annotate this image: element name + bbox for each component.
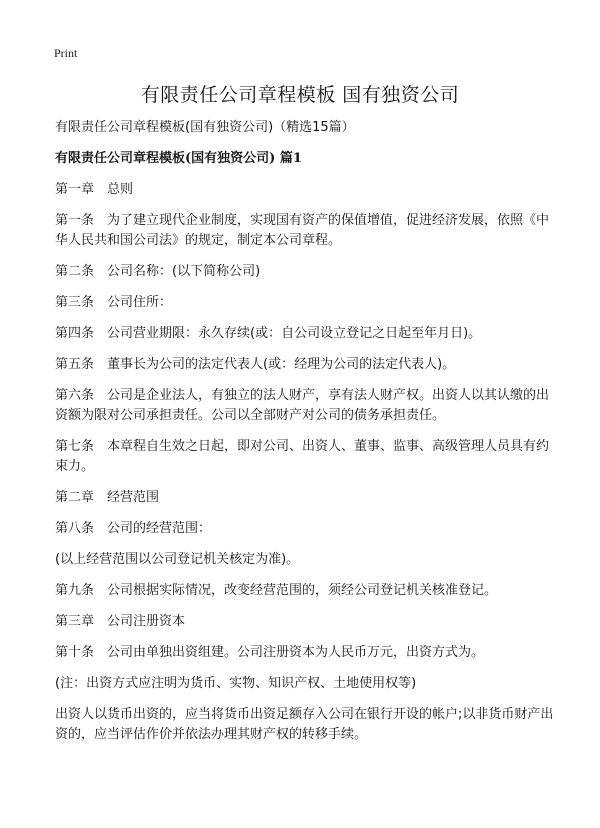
page-title: 有限责任公司章程模板 国有独资公司 bbox=[140, 84, 460, 106]
paragraph: 出资人以货币出资的，应当将货币出资足额存入公司在银行开设的帐户;以非货币财产出资的，应当评估作价并依法办理其财产权的转移手续。 bbox=[55, 707, 554, 742]
paragraph: 有限责任公司章程模板(国有独资公司)（精选15篇） bbox=[55, 120, 355, 135]
paragraph: (注：出资方式应注明为货币、实物、知识产权、土地使用权等) bbox=[55, 676, 417, 691]
paragraph: 第四条 公司营业期限：永久存续(或：自公司设立登记之日起至年月日)。 bbox=[55, 326, 482, 341]
paragraph: 第三条 公司住所： bbox=[55, 295, 173, 310]
paragraph: 第二章 经营范围 bbox=[55, 490, 160, 505]
paragraph: 第七条 本章程自生效之日起，即对公司、出资人、董事、监事、高级管理人员具有约束力。 bbox=[55, 439, 550, 474]
section-heading: 有限责任公司章程模板(国有独资公司) 篇1 bbox=[55, 151, 302, 166]
paragraph: 第六条 公司是企业法人，有独立的法人财产，享有法人财产权。出资人以其认缴的出资额为限对公司承担责任。公司以全部财产对公司的债务承担责任。 bbox=[55, 388, 550, 423]
paragraph: (以上经营范围以公司登记机关核定为准)。 bbox=[55, 552, 300, 567]
document-body bbox=[55, 118, 560, 756]
paragraph: 第一条 为了建立现代企业制度，实现国有资产的保值增值，促进经济发展，依照《中华人民共和国公司法》的规定，制定本公司章程。 bbox=[55, 213, 550, 248]
paragraph: 第九条 公司根据实际情况，改变经营范围的，须经公司登记机关核准登记。 bbox=[55, 583, 498, 598]
paragraph: 第五条 董事长为公司的法定代表人(或：经理为公司的法定代表人)。 bbox=[55, 357, 456, 372]
paragraph: 第三章 公司注册资本 bbox=[55, 614, 186, 629]
paragraph: 第一章 总则 bbox=[55, 182, 134, 197]
paragraph: 第二条 公司名称：(以下简称公司) bbox=[55, 264, 261, 279]
print-label[interactable]: Print bbox=[54, 46, 78, 60]
paragraph: 第十条 公司由单独出资组建。公司注册资本为人民币万元，出资方式为。 bbox=[55, 645, 485, 660]
paragraph: 第八条 公司的经营范围： bbox=[55, 521, 212, 536]
